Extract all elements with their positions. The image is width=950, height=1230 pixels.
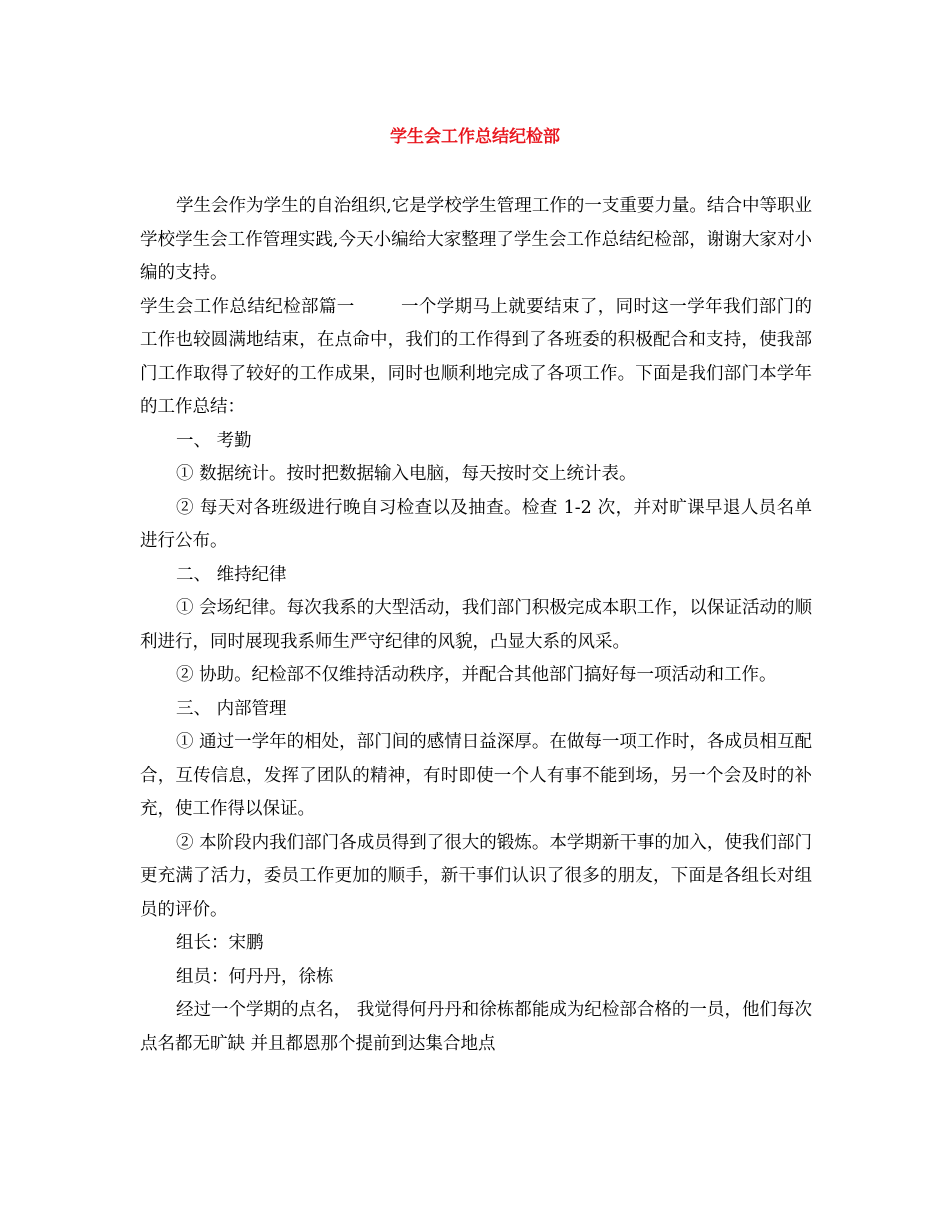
intro-paragraph: 学生会作为学生的自治组织,它是学校学生管理工作的一支重要力量。结合中等职业学校学生会工作管理实践,今天小编给大家整理了学生会工作总结纪检部，谢谢大家对小编的支持。 (140, 196, 812, 283)
document-body (140, 190, 812, 1061)
group-leader: 组长：宋鹏 (176, 933, 264, 953)
part-intro: 一个学期马上就要结束了，同时这一学年我们部门的工作也较圆满地结束，在点命中，我们的工作得到了各班委的积极配合和支持，使我部门工作取得了较好的工作成果，同时也顺利地完成了各项工作。下面是我们部门本学年的工作总结： (140, 296, 813, 417)
section-heading-discipline: 二、 维持纪律 (176, 564, 287, 585)
section-heading-internal: 三、 内部管理 (176, 698, 287, 719)
group-members: 组员：何丹丹，徐栋 (176, 966, 334, 987)
section-heading-attendance: 一、 考勤 (176, 430, 252, 451)
section1-item-2: ② 每天对各班级进行晚自习检查以及抽查。检查 1-2 次，并对旷课早退人员名单进行公布。 (140, 497, 812, 551)
section2-item-1: ① 会场纪律。每次我系的大型活动，我们部门积极完成本职工作，以保证活动的顺利进行，同时展现我系师生严守纪律的风貌，凸显大系的风采。 (140, 598, 812, 652)
part-heading: 学生会工作总结纪检部篇一 (140, 296, 355, 317)
section3-item-1: ① 通过一学年的相处，部门间的感情日益深厚。在做每一项工作时，各成员相互配合，互传信息，发挥了团队的精神，有时即使一个人有事不能到场，另一个会及时的补充，使工作得以保证。 (140, 732, 812, 819)
closing-paragraph: 经过一个学期的点名， 我觉得何丹丹和徐栋都能成为纪检部合格的一员，他们每次点名都无旷缺 并且都恩那个提前到达集合地点 (140, 1000, 812, 1054)
section1-item-1: ① 数据统计。按时把数据输入电脑，每天按时交上统计表。 (176, 464, 637, 484)
section3-item-2: ② 本阶段内我们部门各成员得到了很大的锻炼。本学期新干事的加入，使我们部门更充满了活力，委员工作更加的顺手，新干事们认识了很多的朋友，下面是各组长对组员的评价。 (140, 832, 812, 920)
document-title: 学生会工作总结纪检部 (390, 127, 560, 147)
section2-item-2: ② 协助。纪检部不仅维持活动秩序，并配合其他部门搞好每一项活动和工作。 (176, 665, 777, 685)
part-paragraph (140, 291, 812, 425)
